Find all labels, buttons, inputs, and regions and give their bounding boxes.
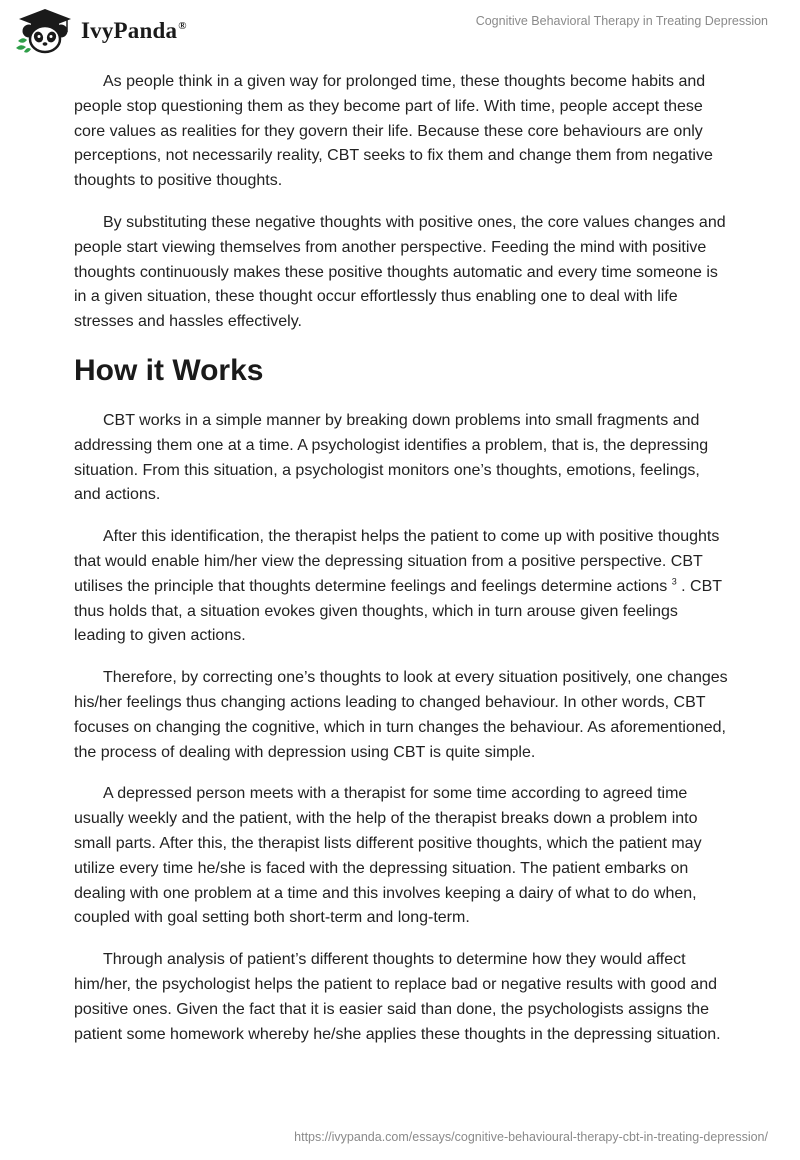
paragraph: Through analysis of patient’s different thoughts to determine how they would affect him/her, the psychologist helps the patient to replace bad or negative results with good and positive ones. Given the fact that it is easier said than done, the psychologists assigns the patient some homework whereby he/she applies these thoughts in the depressing situation. bbox=[74, 951, 721, 1043]
paragraph-with-reference: After this identification, the therapist helps the patient to come up with positive thoughts that would enable him/her view the depressing situation from a positive perspective. CBT utilises the principle that thoughts determine feelings and feelings determine actions $^3$ . CBT thus holds that, a situation evokes given thoughts, which in turn arouse given feelings leading to given actions. bbox=[74, 528, 722, 645]
page-header bbox=[0, 0, 800, 64]
paragraph: By substituting these negative thoughts with positive ones, the core values changes and people start viewing themselves from another perspective. Feeding the mind with positive thoughts continuously makes these positive thoughts automatic and every time someone is in a given situation, these thought occur effortlessly thus enabling one to deal with life stresses and hassles effectively. bbox=[74, 213, 726, 331]
document-title: Cognitive Behavioral Therapy in Treating Depression bbox=[475, 14, 768, 28]
section-heading: How it Works bbox=[74, 353, 264, 387]
paragraph: A depressed person meets with a therapist for some time according to agreed time usually weekly and the patient, with the help of the therapist breaks down a problem into small parts. After this, the therapist lists different positive thoughts, which the patient may utilize every time he/she is faced with the depressing situation. The patient embarks on dealing with one problem at a time and this involves keeping a dairy of what to do when, coupled with goal setting both short-term and long-term. bbox=[74, 785, 702, 927]
ivypanda-logo[interactable] bbox=[14, 8, 187, 54]
paragraph: CBT works in a simple manner by breaking down problems into small fragments and addressing them one at a time. A psychologist identifies a problem, that is, the depressing situation. From this situation, a psychologist monitors one’s thoughts, emotions, feelings, and actions. bbox=[74, 411, 709, 504]
footnote-reference[interactable]: 3 bbox=[671, 576, 677, 587]
essay-content bbox=[74, 70, 730, 1064]
paragraph: Therefore, by correcting one’s thoughts to look at every situation positively, one changes his/her feelings thus changing actions leading to changed behaviour. In other words, CBT focuses on changing the cognitive, which in turn changes the behaviour. As aforementioned, the process of dealing with depression using CBT is quite simple. bbox=[74, 669, 728, 761]
paragraph: As people think in a given way for prolonged time, these thoughts become habits and people stop questioning them as they become part of life. With time, people accept these core values as realities for they govern their life. Because these core behaviours are only perceptions, not necessarily reality, CBT seeks to fix them and change them from negative thoughts to positive thoughts. bbox=[74, 73, 713, 190]
panda-graduate-icon bbox=[14, 8, 76, 54]
source-url[interactable]: https://ivypanda.com/essays/cognitive-behavioural-therapy-cbt-in-treating-depression/ bbox=[294, 1130, 768, 1144]
brand-name: IvyPanda® bbox=[81, 18, 187, 43]
